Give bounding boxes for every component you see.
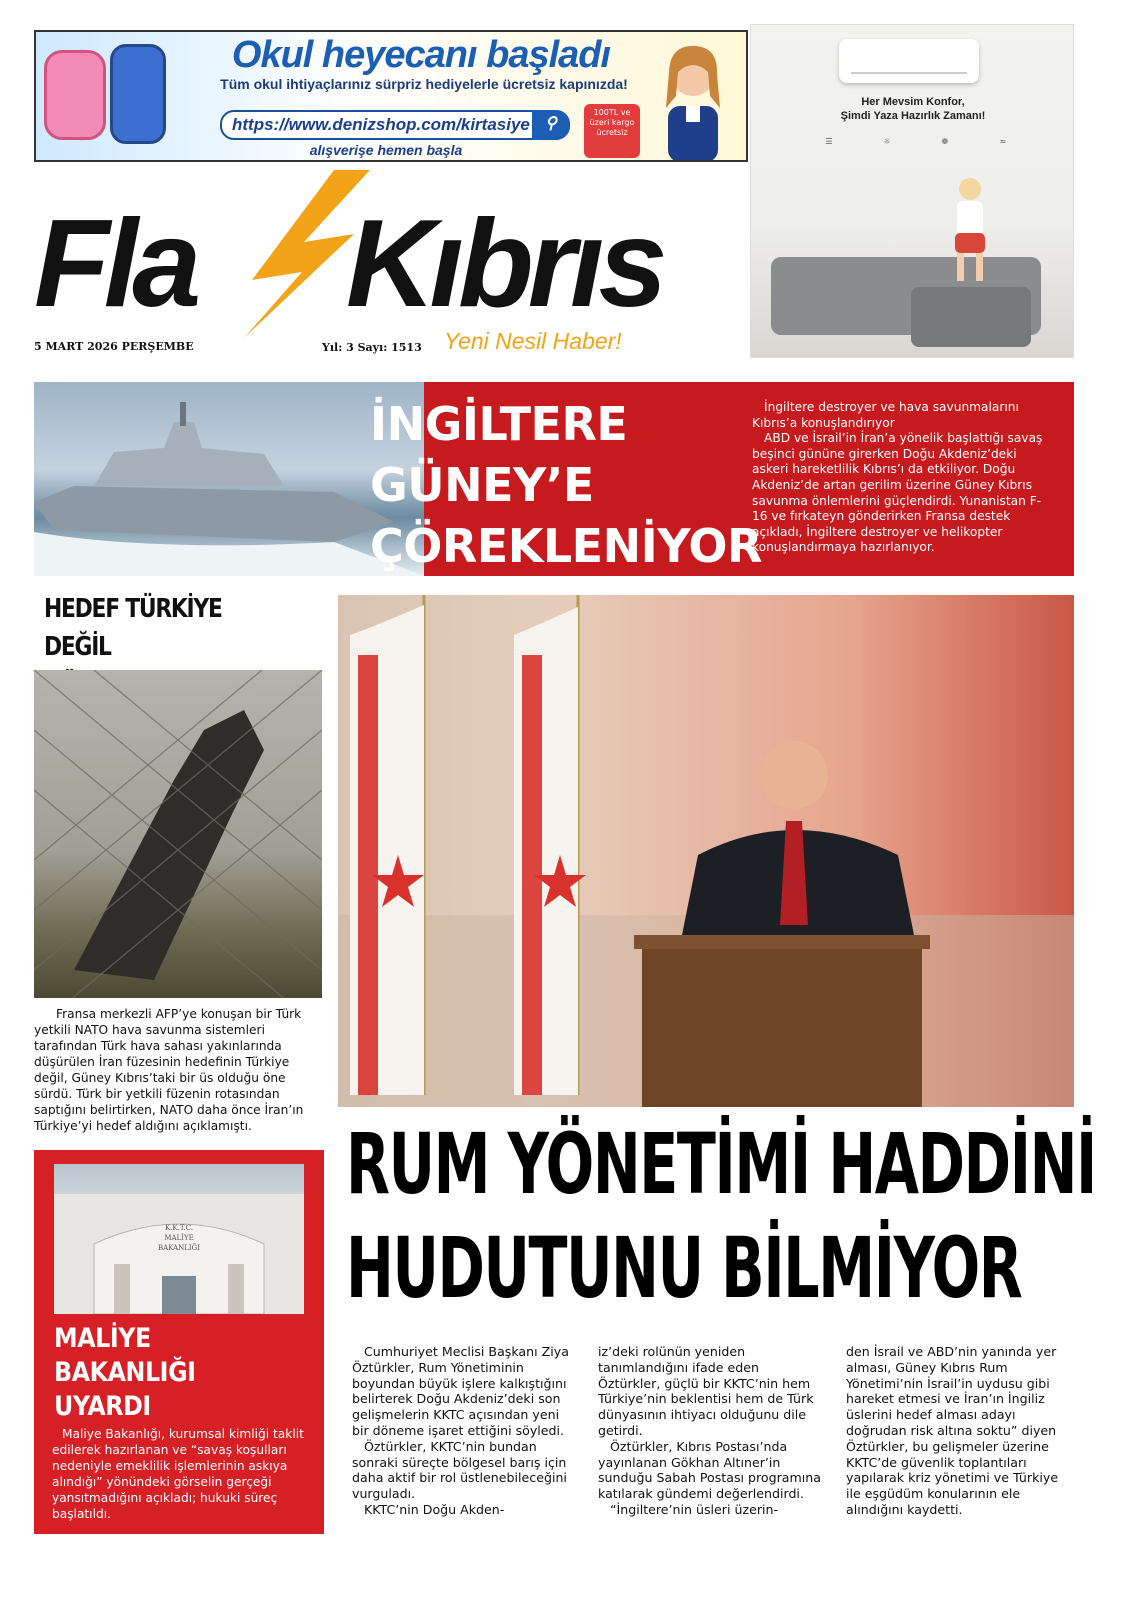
lead-paragraph: İngiltere destroyer ve hava savunmalarını Kıbrıs’a konuşlandırıyor (752, 400, 1019, 430)
ad-url-box[interactable] (220, 110, 570, 140)
story-title-line: BAKANLIĞI (54, 1357, 196, 1388)
finance-story-title[interactable] (54, 1322, 283, 1424)
feature-icon: ☼ (883, 137, 891, 146)
finance-story-body: Maliye Bakanlığı, kurumsal kimliği taklit edilerek hazırlanan ve “savaş koşulları nedeniyle emeklilik işlemlerinin askıya alındığı” yönündeki görselin gerçeği yansıtmadığını açıkladı; hukuki süreç başlatıldı. (52, 1427, 304, 1521)
girl-student-image (648, 38, 738, 162)
feature-icon: ☰ (825, 137, 833, 146)
ottoman-image (911, 287, 1031, 347)
building-sign: MALİYE (164, 1234, 194, 1242)
backpack-image (110, 44, 166, 144)
article-column (846, 1344, 1072, 1518)
ministry-building-photo (54, 1164, 304, 1314)
article-paragraph: den İsrail ve ABD’nin yanında yer alması, Güney Kıbrıs Rum Yönetimi’nin İsrail’in uydusu gibi hareket etmesi ve İran’ın İngiliz üslerini hedef alması adayı doğrudan risk altına soktu” diyen Öztürkler, bu gelişmeler üzerine KKTC’de güvenlik toplantıları yapılarak kriz yönetimi ve Türkiye ile eşgüdüm konularının ele alındığını kaydetti. (846, 1344, 1059, 1517)
logo-text-left: Fla (34, 195, 196, 333)
building-sign: BAKANLIĞI (157, 1244, 201, 1252)
lead-title-line: GÜNEY’E (370, 458, 594, 512)
jumping-child-image (943, 175, 997, 285)
article-paragraph: Öztürkler, KKTC’nin bundan sonraki süreçte bölgesel barış için daha aktif bir rol üstlenebileceğini vurguladı. (352, 1438, 567, 1502)
air-conditioner-ad[interactable] (750, 24, 1074, 358)
flas-kibris-logo[interactable] (34, 168, 744, 340)
lead-title-line: İNGİLTERE (370, 397, 628, 451)
article-column (352, 1344, 578, 1518)
main-headline[interactable] (346, 1112, 1096, 1320)
lead-body (752, 400, 1052, 556)
shipping-badge: 100TL ve üzeri kargo ücretsiz (584, 104, 640, 158)
story-title-line: HEDEF TÜRKİYE DEĞİL (44, 594, 222, 662)
missile-story-body: Fransa merkezli AFP’ye konuşan bir Türk yetkili NATO hava savunma sistemleri tarafından Türk hava sahası yakınlarında düşürülen İran füzesinin hedefinin Türkiye değil, Güney Kıbrıs’taki bir üs olduğu öne sürdü. Türk bir yetkili füzenin rotasından saptığını belirtirken, NATO daha önce İran’ın Türkiye’yi hedef aldığını açıklamıştı. (34, 1007, 304, 1133)
slogan: Yeni Nesil Haber! (444, 328, 622, 354)
lead-title[interactable] (370, 394, 770, 576)
story-title-line: UYARDI (54, 1391, 151, 1422)
article-paragraph: KKTC’nin Doğu Akden- (364, 1501, 505, 1517)
issue-date: 5 MART 2026 PERŞEMBE (34, 340, 194, 353)
logo-text-right: Kıbrıs (346, 195, 662, 333)
speaker-podium-photo (338, 595, 1074, 1107)
story-title-line: MALİYE (54, 1323, 151, 1354)
building-sign: K.K.T.C. (164, 1224, 194, 1232)
article-paragraph: Öztürkler, Kıbrıs Postası’nda yayınlanan Gökhan Altıner’in sunduğu Sabah Postası programına katılarak gündemi değerlendirdi. (598, 1438, 821, 1502)
ad-tagline-line: Şimdi Yaza Hazırlık Zamanı! (840, 110, 986, 122)
lead-title-line: ÇÖREKLENİYOR (370, 519, 762, 573)
school-ad-banner[interactable] (34, 30, 748, 162)
ad-url[interactable]: https://www.denizshop.com/kirtasiye (232, 115, 530, 134)
headline-line: RUM YÖNETİMİ HADDİNİ (346, 1115, 1096, 1213)
issue-number: Yıl: 3 Sayı: 1513 (322, 341, 422, 354)
feature-icon: ❁ (941, 137, 949, 146)
ad-headline: Okul heyecanı başladı (231, 34, 611, 76)
lead-paragraph: ABD ve İsrail’in İran’a yönelik başlattığı savaş beşinci gününe girerken Doğu Akdeniz’deki askeri hareketlilik Kıbrıs’ı da etkiliyor. Doğu Akdeniz’de artan gerilim üzerine Güney Kıbrıs savunma önlemlerini güçlendirdi. Yunanistan F-16 ve fırkateyn gönderirken Fransa destek açıkladı, İngiltere destroyer ve helikopter konuşlandırmaya hazırlanıyor. (752, 431, 1043, 555)
warship-photo (34, 382, 424, 576)
finance-ministry-story[interactable] (34, 1150, 324, 1534)
fence-illustration (34, 670, 322, 998)
headline-line: HUDUTUNU BİLMİYOR (346, 1219, 1022, 1317)
article-paragraph: Cumhuriyet Meclisi Başkanı Ziya Öztürkler, Rum Yönetiminin boyundan büyük işlere kalkıştığını belirterek Doğu Akdeniz’deki son gelişmelerin KKTC açısından yeni bir döneme işaret ettiğini söyledi. (352, 1344, 569, 1438)
article-paragraph: “İngiltere’nin üsleri üzerin- (610, 1501, 779, 1517)
article-paragraph: iz’deki rolünün yeniden tanımlandığını ifade eden Öztürkler, güçlü bir KKTC’nin hem Türkiye’nin beklentisi hem de Türk dünyasının ihtiyacı olduğunu dile getirdi. (598, 1344, 814, 1438)
missile-debris-photo (34, 670, 322, 998)
search-icon: ⚲ (532, 110, 570, 140)
ad-tagline-line: Her Mevsim Konfor, (861, 96, 965, 108)
air-conditioner-image (839, 39, 979, 83)
podium-illustration (338, 595, 1074, 1107)
ad-tagline (751, 95, 1074, 123)
ad-cta[interactable]: alışverişe hemen başla (309, 142, 463, 158)
building-illustration (54, 1164, 304, 1314)
wifi-icon: ≈ (999, 137, 1007, 146)
ad-subline: Tüm okul ihtiyaçlarınız sürpriz hediyelerle ücretsiz kapınızda! (220, 76, 628, 92)
warship-illustration (34, 382, 424, 576)
backpack-image (44, 50, 106, 140)
lead-story[interactable] (34, 382, 1074, 576)
article-column (598, 1344, 824, 1518)
